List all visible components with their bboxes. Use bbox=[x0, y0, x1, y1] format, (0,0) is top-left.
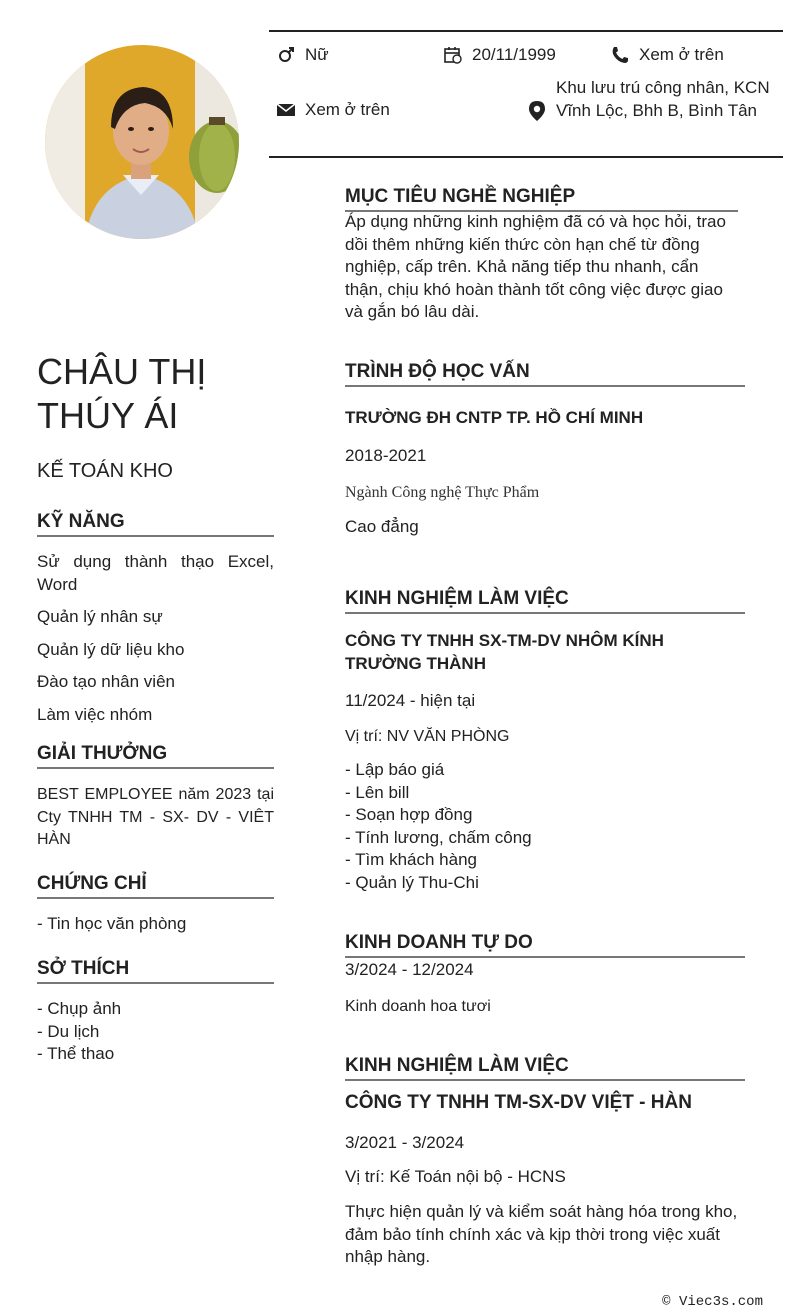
duty-item: - Tính lương, chấm công bbox=[345, 827, 532, 847]
contact-bar bbox=[269, 30, 783, 158]
gender-icon bbox=[277, 46, 295, 64]
skill-item: Sử dụng thành thạo Excel, Word bbox=[37, 552, 274, 594]
freelance-description: Kinh doanh hoa tươi bbox=[345, 998, 491, 1015]
school-name: TRƯỜNG ĐH CNTP TP. HỒ CHÍ MINH bbox=[345, 408, 644, 427]
contact-address bbox=[528, 77, 778, 122]
objective-heading: MỤC TIÊU NGHỀ NGHIỆP bbox=[345, 185, 738, 212]
email-value: Xem ở trên bbox=[305, 100, 390, 119]
awards-heading: GIẢI THƯỞNG bbox=[37, 742, 274, 769]
certificate-item: - Tin học văn phòng bbox=[37, 914, 187, 933]
duty-item: - Quản lý Thu-Chi bbox=[345, 872, 479, 892]
calendar-icon bbox=[444, 46, 462, 64]
company-name: CÔNG TY TNHH TM-SX-DV VIỆT - HÀN bbox=[345, 1092, 692, 1113]
skill-item: Quản lý nhân sự bbox=[37, 607, 163, 626]
skills-heading: KỸ NĂNG bbox=[37, 510, 274, 537]
duty-item: - Soạn hợp đồng bbox=[345, 805, 473, 824]
location-pin-icon bbox=[528, 100, 546, 122]
experience-period: 11/2024 - hiện tại bbox=[345, 691, 476, 710]
duties-list bbox=[345, 759, 745, 894]
skill-item: Quản lý dữ liệu kho bbox=[37, 640, 185, 659]
hobbies-list bbox=[37, 998, 274, 1066]
certificates-heading: CHỨNG CHỈ bbox=[37, 872, 274, 899]
objective-text: Áp dụng những kinh nghiệm đã có và học hỏi, trao dồi thêm những kiến thức còn hạn chế từ đồng nghiệp, cấp trên. Khả năng tiếp thu nhanh, cẩn thận, chịu khó hoàn thành tốt công việc được giao và gắn bó lâu dài. bbox=[345, 212, 726, 321]
experience-heading: KINH NGHIỆM LÀM VIỆC bbox=[345, 587, 745, 614]
email-icon bbox=[277, 101, 295, 119]
education-major: Ngành Công nghệ Thực Phẩm bbox=[345, 484, 540, 501]
education-heading: TRÌNH ĐỘ HỌC VẤN bbox=[345, 360, 745, 387]
birthday-value: 20/11/1999 bbox=[472, 45, 556, 64]
duty-item: - Lập báo giá bbox=[345, 760, 445, 779]
experience-description: Thực hiện quản lý và kiểm soát hàng hóa trong kho, đảm bảo tính chính xác và kịp thời trong việc xuất nhập hàng. bbox=[345, 1202, 738, 1266]
avatar bbox=[45, 45, 239, 239]
contact-phone bbox=[611, 44, 724, 67]
experience-heading: KINH NGHIỆM LÀM VIỆC bbox=[345, 1054, 745, 1081]
skill-item: Làm việc nhóm bbox=[37, 705, 153, 724]
hobby-item: - Du lịch bbox=[37, 1021, 100, 1041]
duty-item: - Lên bill bbox=[345, 782, 410, 802]
experience-position: Vị trí: Kế Toán nội bộ - HCNS bbox=[345, 1167, 566, 1186]
skill-item: Đào tạo nhân viên bbox=[37, 672, 175, 691]
phone-icon bbox=[611, 46, 629, 64]
experience-period: 3/2021 - 3/2024 bbox=[345, 1133, 465, 1152]
hobby-item: - Chụp ảnh bbox=[37, 999, 122, 1018]
phone-value: Xem ở trên bbox=[639, 45, 724, 64]
contact-email bbox=[277, 99, 390, 122]
freelance-heading: KINH DOANH TỰ DO bbox=[345, 931, 745, 958]
contact-birthday bbox=[444, 44, 556, 67]
award-text: BEST EMPLOYEE năm 2023 tại Cty TNHH TM - SX- DV - VIÊT HÀN bbox=[37, 786, 274, 848]
experience-position: Vị trí: NV VĂN PHÒNG bbox=[345, 728, 510, 745]
address-value: Khu lưu trú công nhân, KCN Vĩnh Lộc, Bhh B, Bình Tân bbox=[556, 78, 770, 120]
education-degree: Cao đẳng bbox=[345, 517, 419, 536]
hobbies-heading: SỞ THÍCH bbox=[37, 957, 274, 984]
candidate-name: CHÂU THỊ THÚY ÁI bbox=[37, 351, 207, 436]
gender-value: Nữ bbox=[305, 45, 329, 64]
duty-item: - Tìm khách hàng bbox=[345, 850, 477, 869]
freelance-period: 3/2024 - 12/2024 bbox=[345, 960, 474, 979]
education-years: 2018-2021 bbox=[345, 446, 427, 465]
hobby-item: - Thể thao bbox=[37, 1044, 115, 1063]
footer-watermark: © Viec3s.com bbox=[662, 1294, 763, 1310]
contact-gender bbox=[277, 44, 329, 67]
job-title: KẾ TOÁN KHO bbox=[37, 460, 173, 482]
company-name: CÔNG TY TNHH SX-TM-DV NHÔM KÍNH TRƯỜNG THÀNH bbox=[345, 631, 664, 673]
